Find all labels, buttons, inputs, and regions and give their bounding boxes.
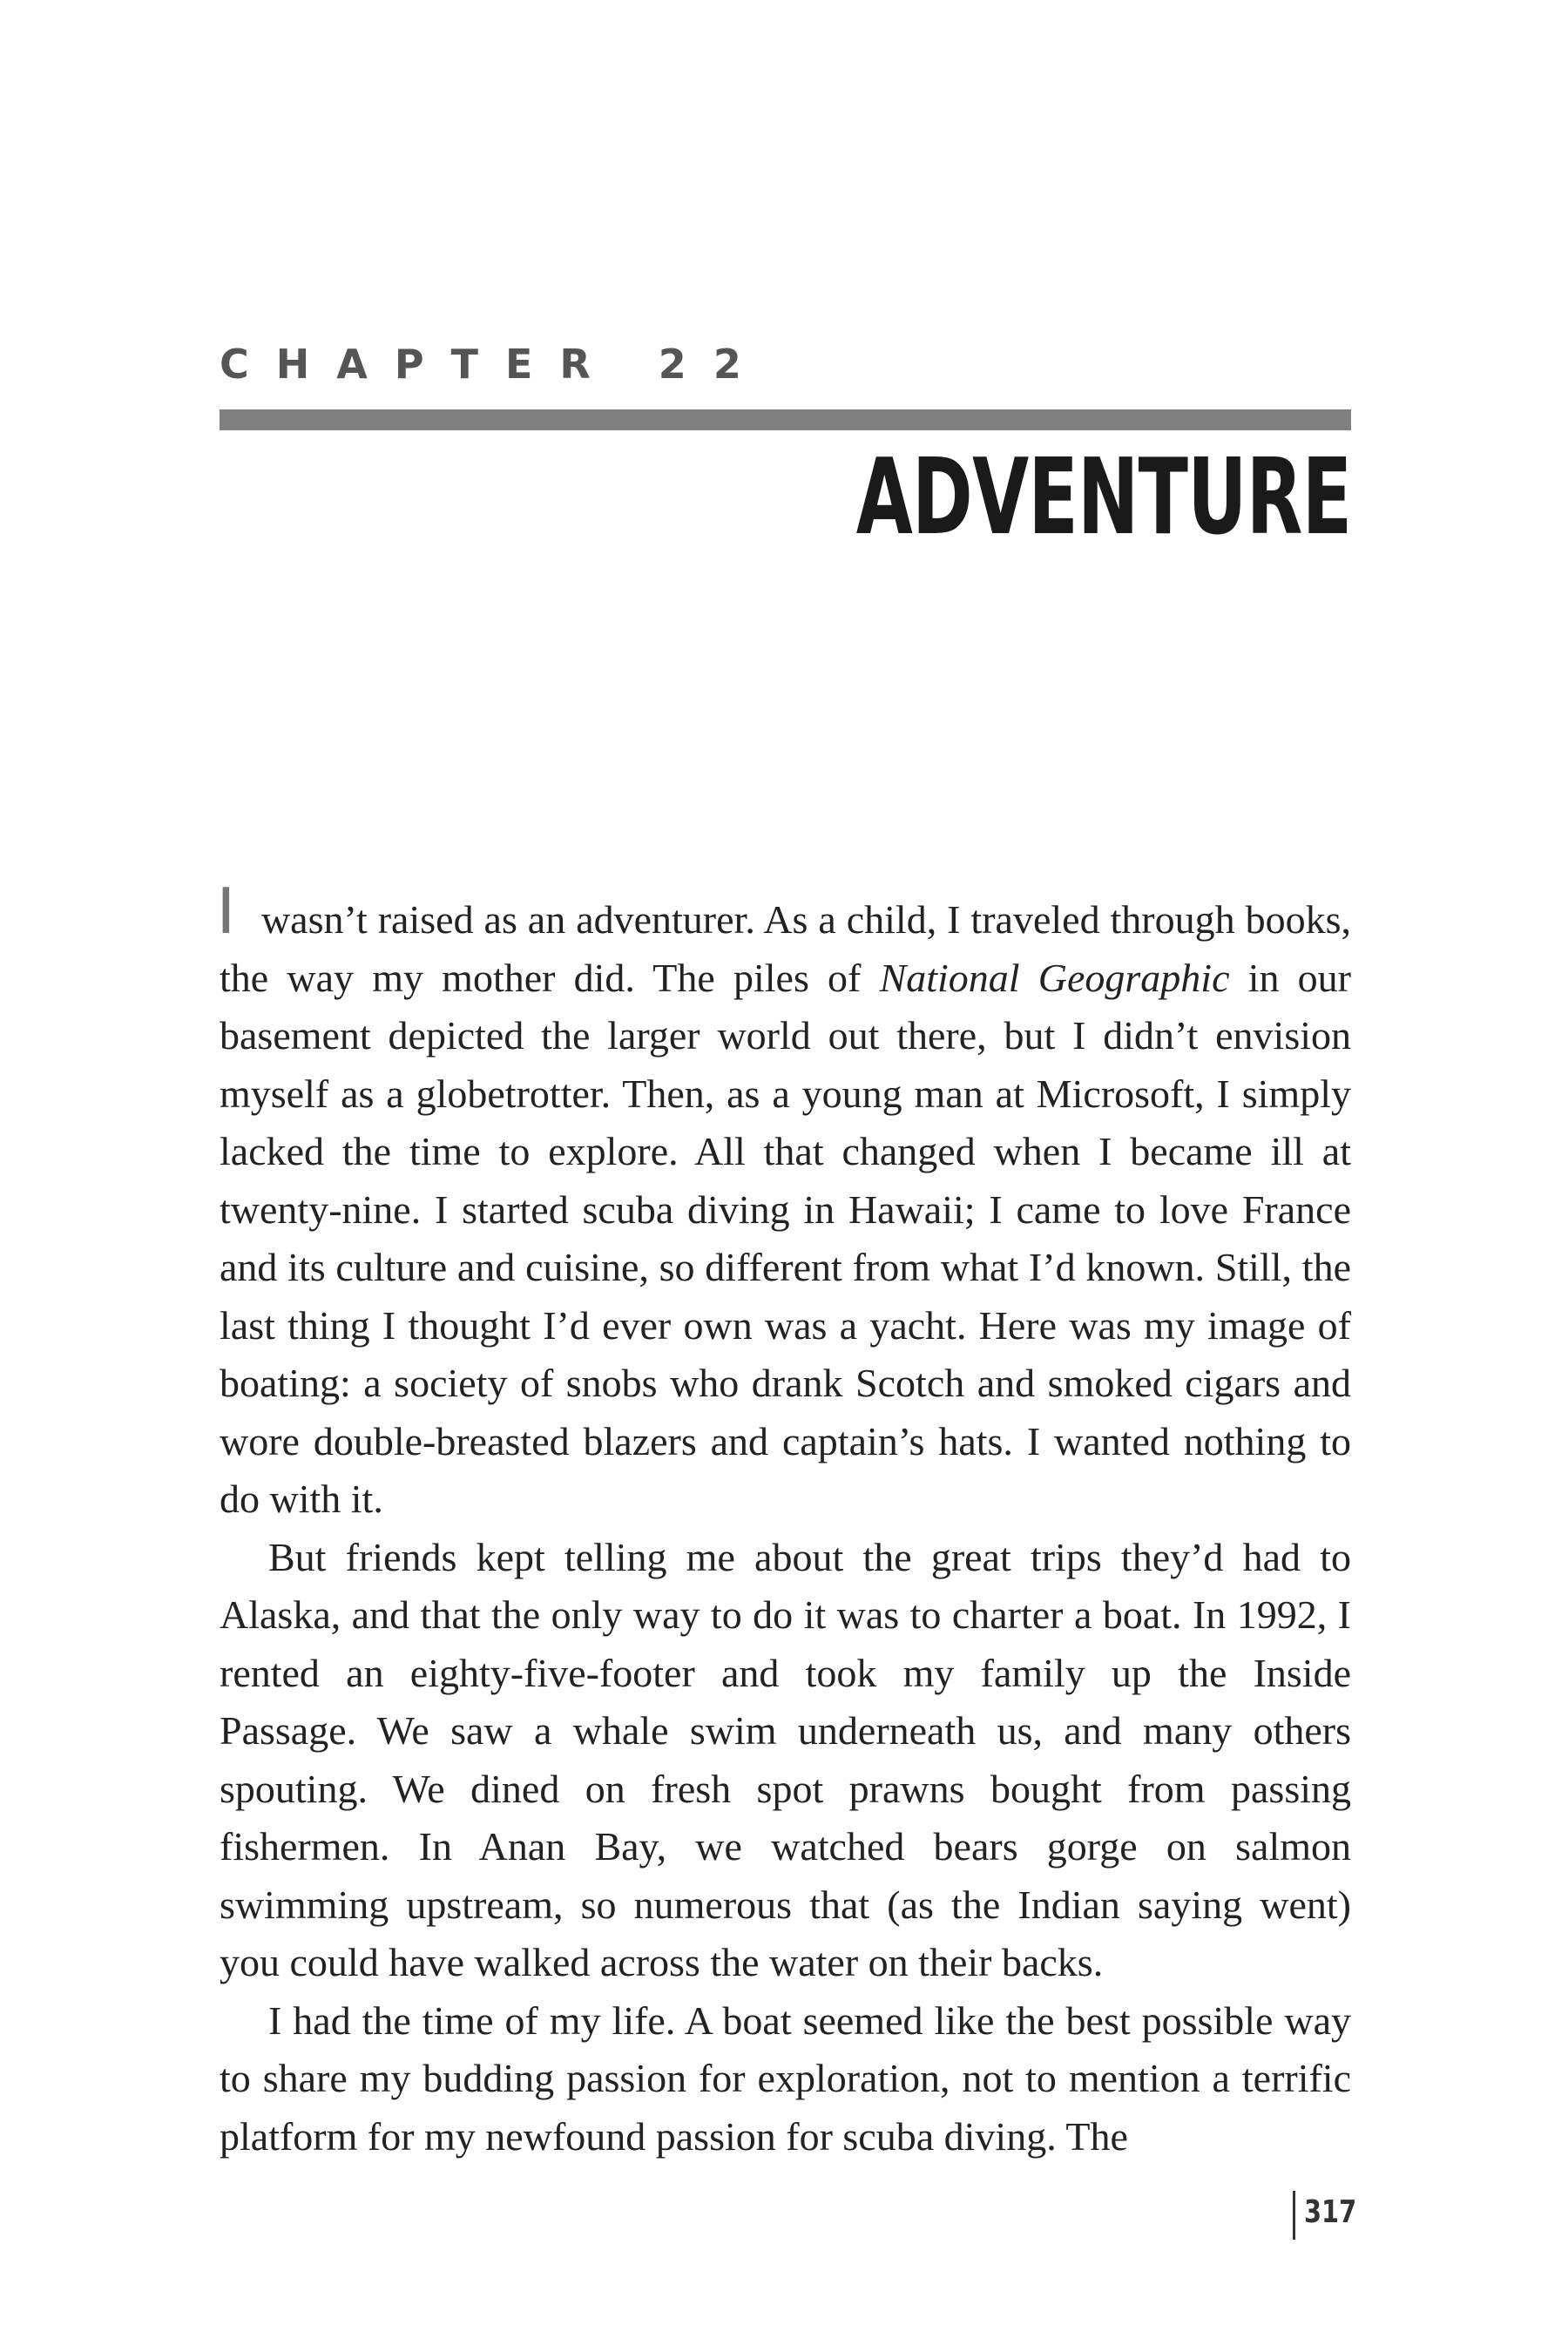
- body-text: [220, 875, 1351, 2166]
- paragraph-2: But friends kept telling me about the great trips they’d had to Alaska, and that the only way to do it was to charter a boat. In 1992, I rented an eighty-five-footer and took my family up the Inside Passage. We saw a whale swim underneath us, and many others spouting. We dined on fresh spot prawns bought from passing fishermen. In Anan Bay, we watched bears gorge on salmon swimming upstream, so numerous that (as the Indian saying went) you could have walked across the water on their backs.: [220, 1534, 1351, 1984]
- paragraph-1-text-a: wasn’t raised as an adventurer. As a child, I traveled through books, the way my mother did. The piles of: [220, 897, 1351, 1000]
- paragraph-1-text-b: in our basement depicted the larger world out there, but I didn’t envision myself as a globetrotter. Then, as a young man at Microsoft, I simply lacked the time to explore. All that changed when I became ill at twenty-nine. I started scuba diving in Hawaii; I came to love France and its culture and cuisine, so different from what I’d known. Still, the last thing I thought I’d ever own was a yacht. Here was my image of boating: a society of snobs who drank Scotch and smoked cigars and wore double-breasted blazers and captain’s hats. I wanted nothing to do with it.: [220, 955, 1351, 1521]
- paragraph-3: I had the time of my life. A boat seemed like the best possible way to share my budding passion for exploration, not to mention a terrific platform for my newfound passion for scuba diving. The: [220, 1997, 1351, 2159]
- folio-divider: [1293, 2191, 1295, 2240]
- page-number: 317: [1304, 2194, 1357, 2230]
- chapter-title: ADVENTURE: [855, 437, 1351, 558]
- paragraph-1: I wasn’t raised as an adventurer. As a child, I traveled through books, the way my mother did. The piles of National Geographic in our basement depicted the larger world out there, but I didn’t envision myself as a globetrotter. Then, as a young man at Microsoft, I simply lacked the time to explore. All that changed when I became ill at twenty-nine. I started scuba diving in Hawaii; I came to love France and its culture and cuisine, so different from what I’d known. Still, the last thing I thought I’d ever own was a yacht. Here was my image of boating: a society of snobs who drank Scotch and smoked cigars and wore double-breasted blazers and captain’s hats. I wanted nothing to do with it.: [220, 875, 1351, 1521]
- paragraph-1-italic-title: National Geographic: [879, 955, 1230, 1000]
- chapter-label: CHAPTER 22: [220, 341, 768, 388]
- chapter-rule: [220, 409, 1351, 430]
